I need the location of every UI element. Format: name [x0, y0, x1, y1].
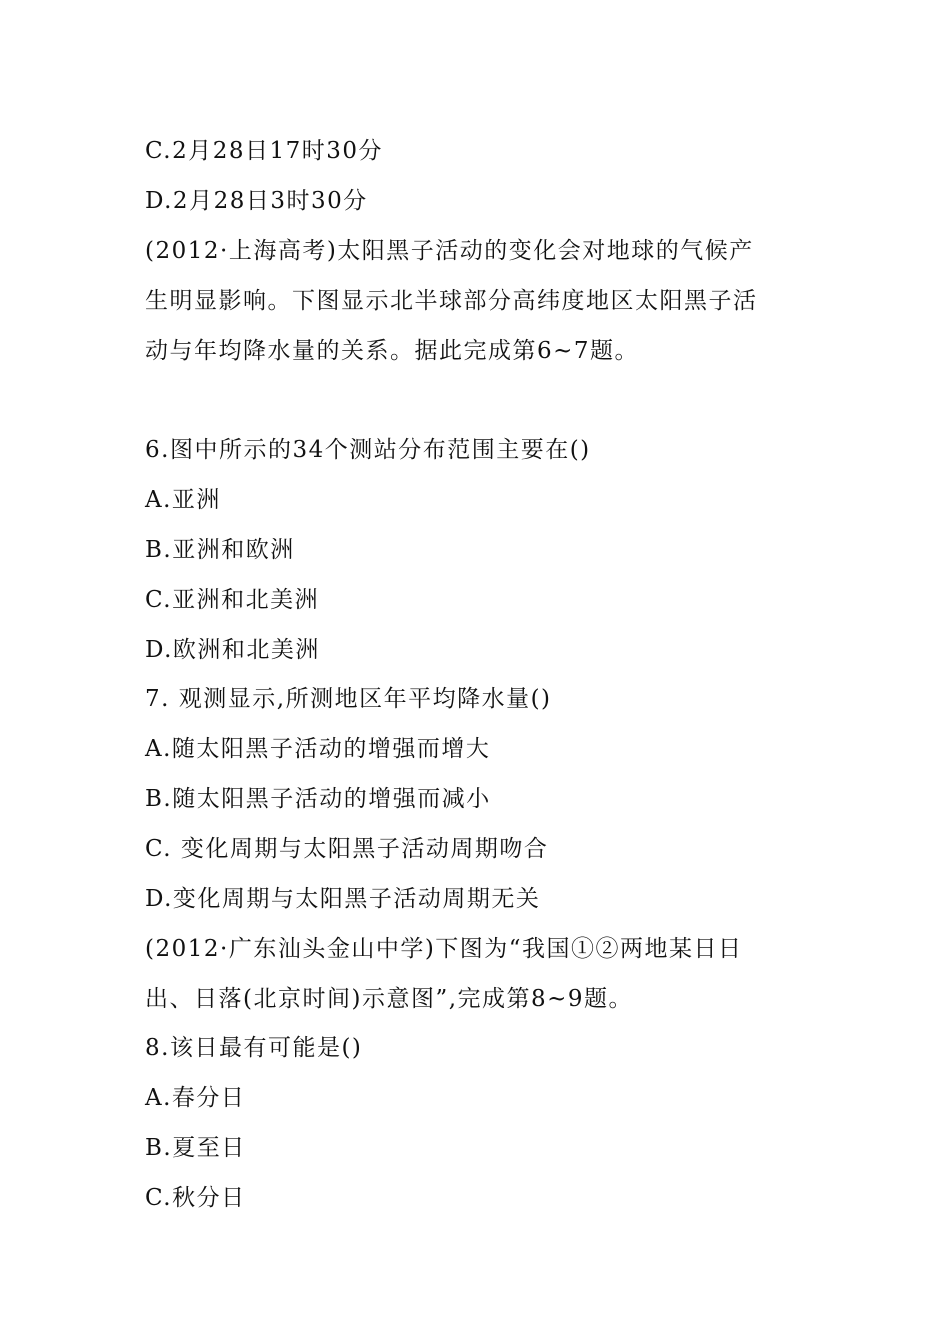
- passage-intro-line-1: (2012·上海高考)太阳黑子活动的变化会对地球的气候产: [145, 238, 754, 264]
- question-7-option-c: C. 变化周期与太阳黑子活动周期吻合: [145, 836, 549, 862]
- question-6-option-d: D.欧洲和北美洲: [145, 637, 320, 663]
- question-8-option-c: C.秋分日: [145, 1185, 246, 1211]
- question-7-option-a: A.随太阳黑子活动的增强而增大: [145, 736, 491, 762]
- option-c-time: C.2月28日17时30分: [145, 138, 384, 164]
- question-7: 7. 观测显示,所测地区年平均降水量(): [145, 686, 552, 712]
- passage-intro-line-3: 动与年均降水量的关系。据此完成第6~7题。: [145, 338, 640, 364]
- question-7-option-b: B.随太阳黑子活动的增强而减小: [145, 786, 491, 812]
- question-8-option-a: A.春分日: [145, 1085, 246, 1111]
- option-d-time: D.2月28日3时30分: [145, 188, 368, 214]
- question-6: 6.图中所示的34个测站分布范围主要在(): [145, 437, 591, 463]
- question-6-option-c: C.亚洲和北美洲: [145, 587, 320, 613]
- question-6-option-b: B.亚洲和欧洲: [145, 537, 295, 563]
- question-8: 8.该日最有可能是(): [145, 1035, 363, 1061]
- question-7-option-d: D.变化周期与太阳黑子活动周期无关: [145, 886, 541, 912]
- passage-2-line-1: (2012·广东汕头金山中学)下图为“我国①②两地某日日: [145, 936, 743, 962]
- question-8-option-b: B.夏至日: [145, 1135, 246, 1161]
- passage-2-line-2: 出、日落(北京时间)示意图”,完成第8~9题。: [145, 986, 634, 1012]
- passage-intro-line-2: 生明显影响。下图显示北半球部分高纬度地区太阳黑子活: [145, 288, 758, 314]
- question-6-option-a: A.亚洲: [145, 487, 221, 513]
